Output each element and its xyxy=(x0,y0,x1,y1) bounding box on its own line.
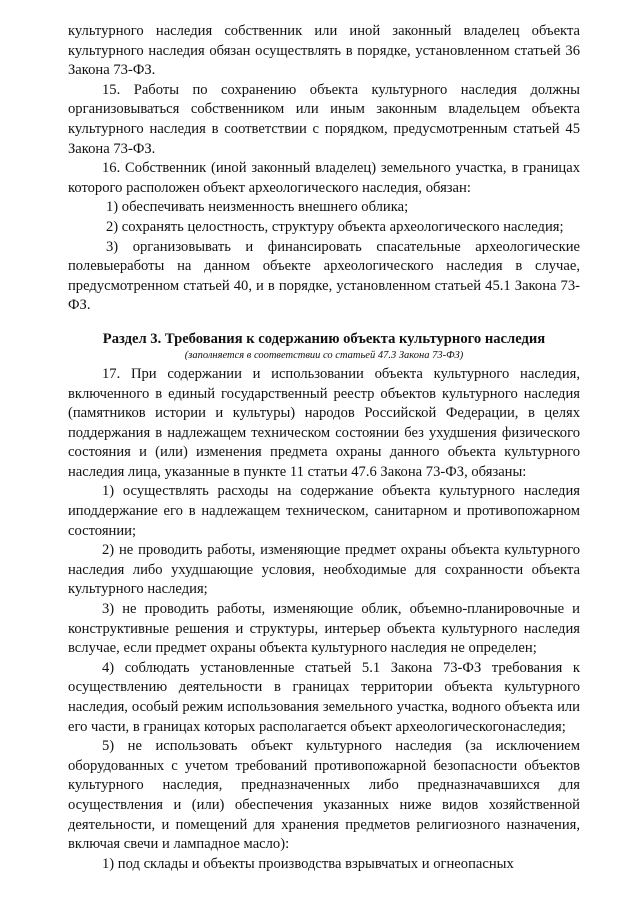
paragraph-continuation: культурного наследия собственник или иной законный владелец объекта культурного наследия обязан осуществлять в порядке, установленном статьей 36 Закона 73-ФЗ. xyxy=(68,23,580,79)
paragraph-16-item-3: 3) организовывать и финансировать спасательные археологические полевыеработы на данном объекте археологического наследия в случае, предусмотренном статьей 40, и в порядке, установленном статьей 45.1 Закона 73-ФЗ. xyxy=(68,238,580,314)
paragraph-17-item-2: 2) не проводить работы, изменяющие предмет охраны объекта культурного наследия либо ухудшающие условия, необходимые для сохранности объекта культурного наследия; xyxy=(68,542,580,598)
paragraph-17-item-1: 1) осуществлять расходы на содержание объекта культурного наследия иподдержание его в надлежащем техническом, санитарном и противопожарном состоянии; xyxy=(68,483,580,539)
paragraph-16: 16. Собственник (иной законный владелец) земельного участка, в границах которого расположен объект археологического наследия, обязан: xyxy=(68,160,580,196)
paragraph-17: 17. При содержании и использовании объекта культурного наследия, включенного в единый государственный реестр объектов культурного наследия (памятников истории и культуры) народов Российской Федерации, в целях поддержания в надлежащем техническом состоянии без ухудшения физического состояния и (или) изменения предмета охраны данного объекта культурного наследия лица, указанные в пункте 11 статьи 47.6 Закона 73-ФЗ, обязаны: xyxy=(68,365,580,480)
section-note: (заполняется в соответствии со статьей 47.3 Закона 73-ФЗ) xyxy=(184,349,464,361)
paragraph-17-item-4: 4) соблюдать установленные статьей 5.1 Закона 73-ФЗ требования к осуществлению деятельности в границах территории объекта культурного наследия, особый режим использования земельного участка, водного объекта или его части, в границах которых располагается объект археологическогонаследия; xyxy=(68,659,580,735)
document-page xyxy=(68,22,580,874)
paragraph-16-item-2: 2) сохранять целостность, структуру объекта археологического наследия; xyxy=(106,218,564,235)
paragraph-17-item-3: 3) не проводить работы, изменяющие облик, объемно-планировочные и конструктивные решения и структуры, интерьер объекта культурного наследия вслучае, если предмет охраны объекта культурного наследия не определен; xyxy=(68,601,580,657)
section-title: Раздел 3. Требования к содержанию объекта культурного наследия xyxy=(102,330,546,347)
section-spacer xyxy=(68,316,580,330)
paragraph-17-item-5: 5) не использовать объект культурного наследия (за исключением оборудованных с учетом требований противопожарной безопасности объектов культурного наследия, предназначенных либо предназначавшихся для осуществления и (или) обеспечения указанных ниже видов хозяйственной деятельности, и помещений для хранения предметов религиозного назначения, включая свечи и лампадное масло): xyxy=(68,738,580,853)
paragraph-15: 15. Работы по сохранению объекта культурного наследия должны организовываться собственником или иным законным владельцем объекта культурного наследия в соответствии с порядком, предусмотренным статьей 45 Закона 73-ФЗ. xyxy=(68,81,580,157)
paragraph-17-item-5-sub-1: 1) под склады и объекты производства взрывчатых и огнеопасных xyxy=(102,855,514,872)
paragraph-16-item-1: 1) обеспечивать неизменность внешнего облика; xyxy=(106,199,409,216)
